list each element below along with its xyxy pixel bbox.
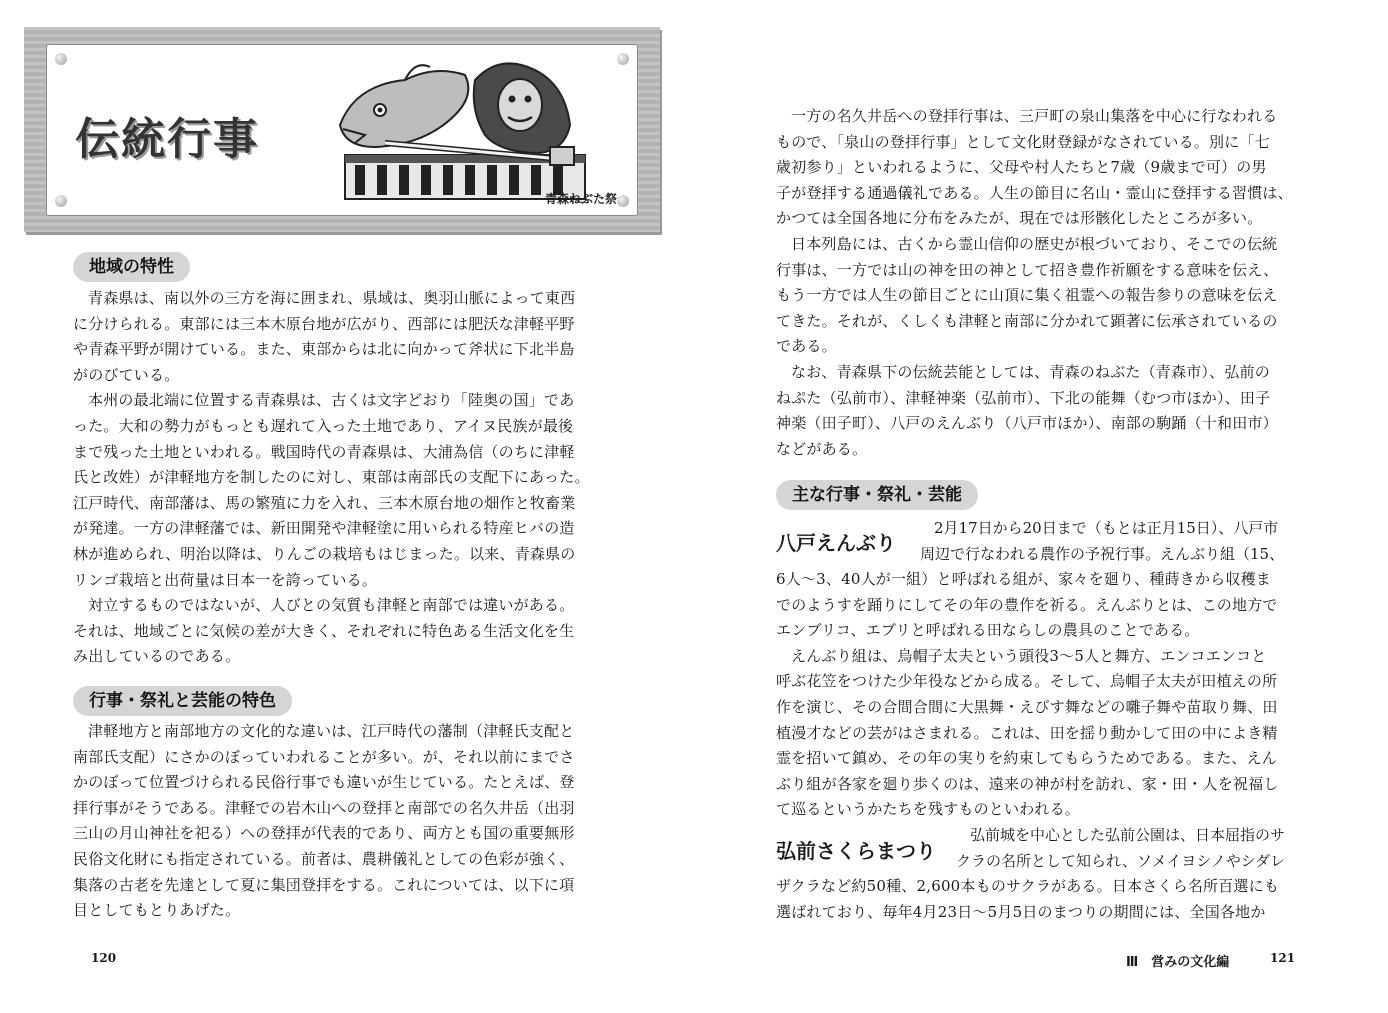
text-line: もう一方では人生の節目ごとに山頂に集く祖霊への報告参りの意味を伝え [776,286,1278,305]
text-line: 神楽（田子町）、八戸のえんぶり（八戸市ほか）、南部の駒踊（十和田市） [776,414,1278,433]
text-line: である。 [776,337,837,356]
event-title-hachinohe-enburi: 八戸えんぶり [776,531,896,555]
text-line: み出しているのである。 [73,647,241,666]
event-body-hachinohe-enburi [776,567,1316,823]
text-line: 日本列島には、古くから霊山信仰の歴史が根づいており、そこでの伝統 [791,234,1278,253]
pin-icon [55,195,67,207]
text-line: 周辺で行なわれる農作の予祝行事。えんぶり組（15、 [920,545,1285,563]
text-line: 江戸時代、南部藩は、馬の繁殖に力を入れ、三本木原台地の畑作と牧畜業 [73,493,576,512]
section-heading-regional-characteristics: 地域の特性 [73,252,190,282]
text-line: った。大和の勢力がもっとも遅れて入った土地であり、アイヌ民族が最後 [73,416,574,435]
text-line: などがある。 [776,439,868,458]
text-line: ねぷた（弘前市）、津軽神楽（弘前市）、下北の能舞（むつ市ほか）、田子 [776,388,1271,407]
text-line: に分けられる。東部には三本木原台地が広がり、西部には肥沃な津軽平野 [73,314,575,333]
text-line: 林が進められ、明治以降は、りんごの栽培もはじまった。以来、青森県の [73,544,576,563]
text-line: 一方の名久井岳への登拝行事は、三戸町の泉山集落を中心に行なわれる [791,107,1278,125]
text-line: 歳初参り」といわれるように、父母や村人たちと7歳（9歳まで可）の男 [776,158,1267,177]
text-line: 本州の最北端に位置する青森県は、古くは文字どおり「陸奥の国」であ [88,391,575,410]
text-line: 民俗文化財にも指定されている。前者は、農耕儀礼としての色彩が強く、 [73,849,575,868]
text-line: 呼ぶ花笠をつけた少年役などから成る。そして、烏帽子太夫が田植えの所 [776,672,1278,691]
text-line: エンブリコ、エブリと呼ばれる田ならしの農具のことである。 [776,621,1200,640]
running-head: Ⅲ 営みの文化編 [1126,955,1230,970]
text-line: て巡るというかたちを残すものといわれる。 [776,800,1081,819]
text-line: 氏と改姓）が津軽地方を制したのに対し、東部は南部氏の支配下にあった。 [73,468,590,487]
text-line: まで残った土地といわれる。戦国時代の青森県は、大浦為信（のちに津軽 [73,442,575,461]
text-line: 集落の古老を先達として夏に集団登拝をする。これについては、以下に項 [73,875,575,894]
event-title-hirosaki-sakura-matsuri: 弘前さくらまつり [776,839,936,863]
page-number-right: 121 [1270,951,1296,965]
text-line: 目としてもとりあげた。 [73,901,241,920]
text-line: リンゴ栽培と出荷量は日本一を誇っている。 [73,570,378,589]
text-line: でのようすを踊りにしてその年の豊作を祈る。えんぶりとは、この地方で [776,595,1278,614]
text-line: かのぼって位置づけられる民俗行事でも違いが生じている。たとえば、登 [73,773,575,792]
text-line: 子が登拝する通過儀礼である。人生の節目に名山・霊山に登拝する習慣は、 [776,183,1293,202]
right-page [694,0,1388,1013]
text-line: それは、地域ごとに気候の差が大きく、それぞれに特色ある生活文化を生 [73,621,575,640]
chapter-title: 伝統行事 [75,114,259,165]
text-line: 三山の月山神社を祀る）への登拝が代表的であり、両方とも国の重要無形 [73,824,575,843]
text-line: や青森平野が開けている。また、東部からは北に向かって斧状に下北半島 [73,340,575,359]
text-line: 拝行事がそうである。津軽での岩木山への登拝と南部での名久井岳（出羽 [73,798,575,817]
section-body-regional-characteristics [73,286,618,670]
text-line: てきた。それが、くしくも津軽と南部に分かれて顕著に伝承されているの [776,311,1278,330]
text-line: 対立するものではないが、人びとの気質も津軽と南部では違いがある。 [88,596,575,615]
text-line: かつては全国各地に分布をみたが、現在では形骸化したところが多い。 [776,209,1263,228]
text-line: 2月17日から20日まで（もとは正月15日）、八戸市 [934,519,1279,537]
pin-icon [617,53,629,65]
text-line: 南部氏支配）にさかのぼっていわれることが多い。が、それ以前にまでさ [73,747,575,766]
pin-icon [55,53,67,65]
intro-text [776,104,1316,462]
text-line: 6人〜3、40人が一組）と呼ばれる組が、家々を廻り、種蒔きから収穫ま [776,570,1271,588]
text-line: もので、「泉山の登拝行事」として文化財登録がなされている。別に「七 [776,132,1270,151]
text-line: 津軽地方と南部地方の文化的な違いは、江戸時代の藩制（津軽氏支配と [88,722,575,740]
text-line: が発達。一方の津軽藩では、新田開発や津軽塗に用いられる特産ヒバの造 [73,519,575,538]
chapter-banner [24,27,660,232]
text-line: ぶり組が各家を廻り歩くのは、遠来の神が村を訪れ、家・田・人を祝福し [776,774,1279,793]
text-line: がのびている。 [73,365,180,384]
text-line: 植漫才などの芸がはさまれる。これは、田を揺り動かして田の中によき精 [776,723,1278,742]
nebuta-festival-illustration [325,55,615,205]
text-line: 青森県は、南以外の三方を海に囲まれ、県域は、奥羽山脈によって東西 [88,289,576,307]
text-line: 弘前城を中心とした弘前公園は、日本屈指のサ [970,826,1286,844]
text-line: 霊を招いて鎮め、その年の実りを約束してもらうためである。また、えん [776,749,1278,768]
event-body-hirosaki-sakura-matsuri [776,874,1316,925]
text-line: ザクラなど約50種、2,600本ものサクラがある。日本さくら名所百選にも [776,877,1280,895]
text-line: 選ばれており、毎年4月23日〜5月5日のまつりの期間には、全国各地か [776,902,1266,921]
pin-icon [617,195,629,207]
text-line: なお、青森県下の伝統芸能としては、青森のねぶた（青森市）、弘前の [791,362,1270,381]
illustration-caption: 青森ねぶた祭 [544,192,617,206]
section-body-events-and-arts [73,719,618,924]
section-heading-main-events: 主な行事・祭礼・芸能 [776,480,978,510]
text-line: えんぶり組は、烏帽子太夫という頭役3〜5人と舞方、エンコエンコと [791,646,1267,665]
text-line: クラの名所として知られ、ソメイヨシノやシダレ [956,852,1286,870]
section-heading-events-and-arts: 行事・祭礼と芸能の特色 [73,686,292,716]
text-line: 作を演じ、その合間合間に大黒舞・えびす舞などの囃子舞や苗取り舞、田 [776,697,1278,716]
text-line: 行事は、一方では山の神を田の神として招き豊作祈願をする意味を伝え、 [776,260,1279,279]
title-card [46,44,638,216]
page-number-left: 120 [91,951,117,965]
